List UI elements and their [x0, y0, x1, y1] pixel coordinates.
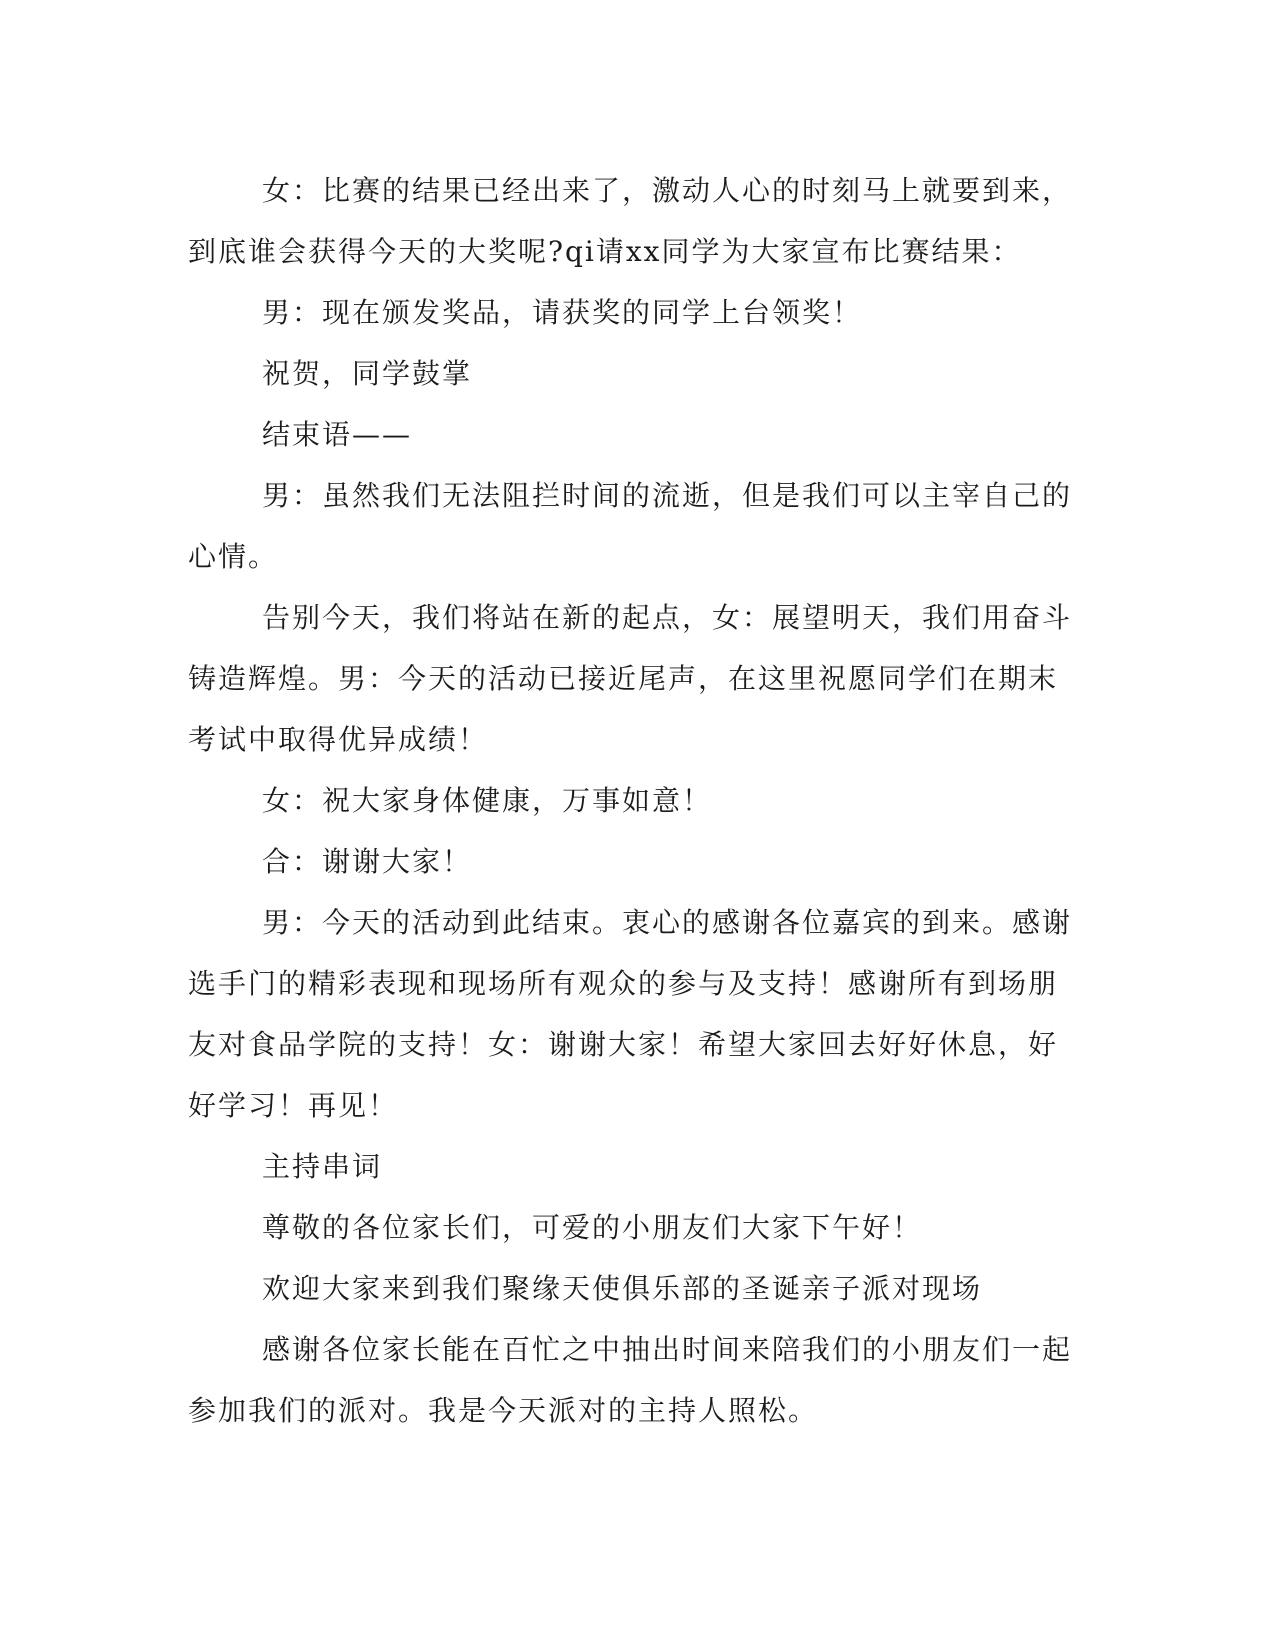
- section-heading: 结束语——: [262, 418, 413, 451]
- paragraph: 欢迎大家来到我们聚缘天使俱乐部的圣诞亲子派对现场: [262, 1272, 983, 1305]
- paragraph: 告别今天，我们将站在新的起点，女：展望明天，我们用奋斗铸造辉煌。男：今天的活动已接近尾声，在这里祝愿同学们在期末考试中取得优异成绩！: [188, 601, 1073, 756]
- paragraph: 男：虽然我们无法阻拦时间的流逝，但是我们可以主宰自己的心情。: [188, 479, 1073, 573]
- paragraph: 女：祝大家身体健康，万事如意！: [262, 784, 713, 817]
- paragraph: 尊敬的各位家长们，可爱的小朋友们大家下午好！: [262, 1211, 923, 1244]
- paragraph: 男：现在颁发奖品，请获奖的同学上台领奖！: [262, 296, 863, 329]
- paragraph: 祝贺，同学鼓掌: [262, 357, 473, 390]
- paragraph: 男：今天的活动到此结束。衷心的感谢各位嘉宾的到来。感谢选手门的精彩表现和现场所有观众的参与及支持！感谢所有到场朋友对食品学院的支持！女：谢谢大家！希望大家回去好好休息，好好学习！再见！: [188, 906, 1073, 1122]
- paragraph: 合：谢谢大家！: [262, 845, 473, 878]
- paragraph: 感谢各位家长能在百忙之中抽出时间来陪我们的小朋友们一起参加我们的派对。我是今天派对的主持人照松。: [188, 1333, 1073, 1427]
- document-body: [188, 160, 1072, 1441]
- section-heading: 主持串词: [262, 1150, 383, 1183]
- paragraph: 女：比赛的结果已经出来了，激动人心的时刻马上就要到来，到底谁会获得今天的大奖呢?qi请xx同学为大家宣布比赛结果：: [188, 174, 1073, 268]
